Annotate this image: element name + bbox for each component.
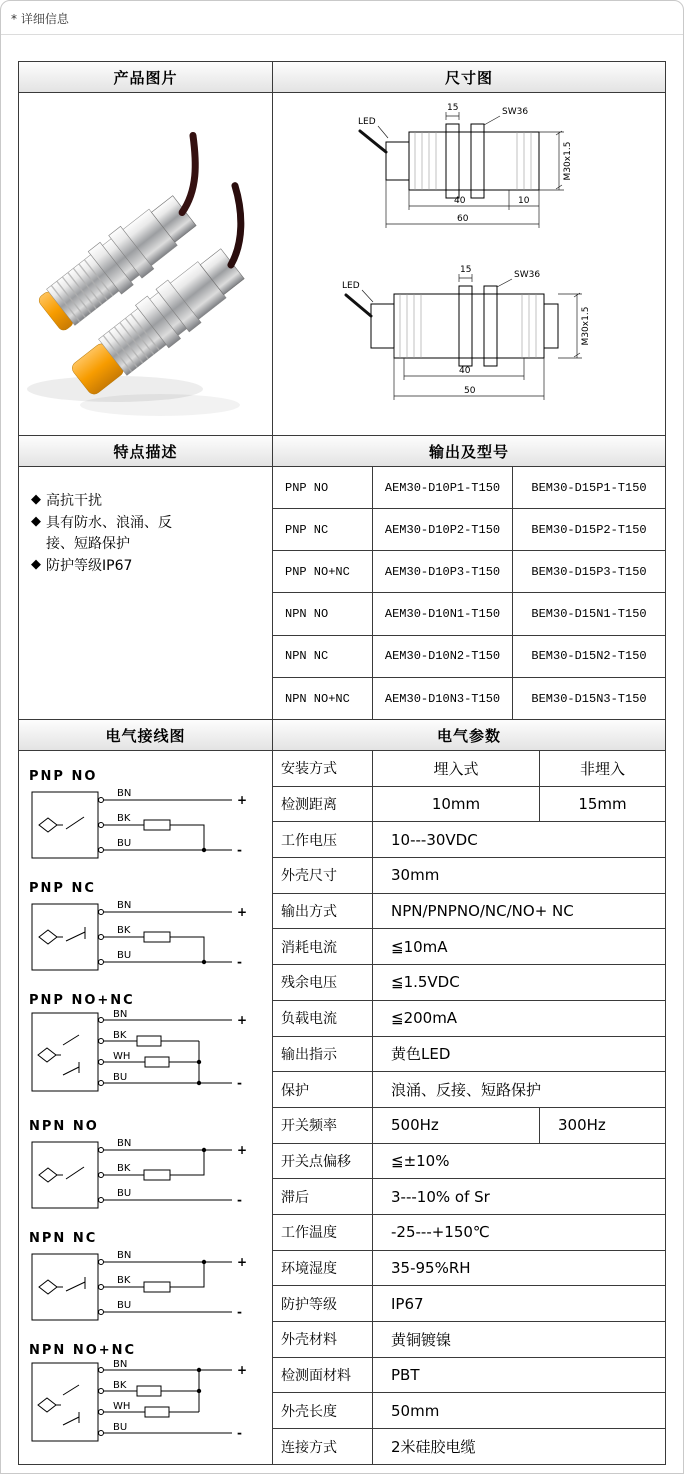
- model-number: BEM30-D15N1-T150: [513, 593, 665, 635]
- wiring-schematic: [29, 897, 264, 977]
- svg-text:M30x1.5: M30x1.5: [563, 141, 573, 181]
- svg-text:BK: BK: [117, 813, 131, 824]
- param-label: 消耗电流: [273, 929, 373, 965]
- param-label: 工作温度: [273, 1215, 373, 1251]
- svg-text:+: +: [237, 1363, 248, 1377]
- svg-text:BU: BU: [117, 1188, 132, 1199]
- model-number: BEM30-D15P3-T150: [513, 551, 665, 593]
- param-value: PBT: [373, 1358, 665, 1394]
- svg-text:M30x1.5: M30x1.5: [581, 306, 591, 346]
- wiring-diagram-title: NPN NO+NC: [29, 1343, 137, 1358]
- output-models-table: [273, 467, 666, 720]
- param-label: 保护: [273, 1072, 373, 1108]
- wiring-diagram-pnp-nc: [29, 881, 266, 981]
- param-label: 输出指示: [273, 1037, 373, 1073]
- param-label: 外壳尺寸: [273, 858, 373, 894]
- diamond-bullet-icon: ◆: [31, 556, 41, 572]
- param-label: 工作电压: [273, 822, 373, 858]
- svg-text:LED: LED: [358, 117, 376, 127]
- param-value: IP67: [373, 1286, 665, 1322]
- param-row: [273, 1215, 665, 1251]
- output-model-row: [273, 636, 665, 678]
- param-row: [273, 1144, 665, 1180]
- param-label: 开关点偏移: [273, 1144, 373, 1180]
- wiring-schematic: [29, 1247, 264, 1327]
- param-row: [273, 1179, 665, 1215]
- output-model-row: [273, 593, 665, 635]
- param-value: 50mm: [373, 1393, 665, 1429]
- svg-text:WH: WH: [113, 1401, 131, 1412]
- output-model-row: [273, 467, 665, 509]
- param-row: [273, 822, 665, 858]
- wiring-schematic: [29, 1009, 264, 1103]
- feature-item: [31, 513, 262, 554]
- detail-info-note: * 详细信息: [11, 12, 69, 26]
- svg-text:15: 15: [447, 103, 459, 113]
- output-type: NPN NC: [273, 636, 373, 678]
- svg-text:WH: WH: [113, 1051, 131, 1062]
- svg-text:+: +: [237, 905, 248, 919]
- header-product-image: 产品图片: [19, 62, 273, 93]
- svg-text:BN: BN: [117, 788, 132, 799]
- wiring-diagram-title: PNP NO+NC: [29, 993, 135, 1008]
- param-row: [273, 1001, 665, 1037]
- output-model-row: [273, 551, 665, 593]
- svg-text:BN: BN: [113, 1359, 128, 1370]
- feature-text: 具有防水、浪涌、反接、短路保护: [46, 515, 172, 552]
- param-value: 埋入式: [373, 751, 540, 787]
- wiring-diagram-npn-nc: [29, 1231, 266, 1331]
- param-value: 500Hz: [373, 1108, 540, 1144]
- param-label: 输出方式: [273, 894, 373, 930]
- param-value: 非埋入: [540, 751, 665, 787]
- svg-text:BU: BU: [117, 1300, 132, 1311]
- electrical-params-table: [273, 751, 666, 1465]
- svg-text:BN: BN: [117, 1138, 132, 1149]
- wiring-schematic: [29, 1135, 264, 1215]
- param-label: 环境湿度: [273, 1251, 373, 1287]
- svg-text:BU: BU: [113, 1422, 128, 1433]
- param-value: 35-95%RH: [373, 1251, 665, 1287]
- wiring-schematic: [29, 785, 264, 865]
- param-row: [273, 1322, 665, 1358]
- model-number: BEM30-D15P2-T150: [513, 509, 665, 551]
- wiring-diagram-pnp-no: [29, 769, 266, 869]
- param-value: 3---10% of Sr: [373, 1179, 665, 1215]
- param-value: 浪涌、反接、短路保护: [373, 1072, 665, 1108]
- svg-text:50: 50: [464, 386, 476, 396]
- svg-text:-: -: [237, 955, 242, 969]
- header-output-models: 输出及型号: [273, 436, 666, 467]
- features-list: [31, 491, 262, 576]
- svg-text:LED: LED: [342, 281, 360, 291]
- dimension-diagram-cell: [273, 93, 666, 436]
- svg-text:BK: BK: [113, 1380, 127, 1391]
- wiring-diagrams-cell: [19, 751, 273, 1465]
- feature-item: [31, 556, 262, 576]
- param-value: ≦200mA: [373, 1001, 665, 1037]
- svg-text:BK: BK: [117, 1275, 131, 1286]
- output-type: NPN NO+NC: [273, 678, 373, 720]
- svg-text:+: +: [237, 1013, 248, 1027]
- output-type: PNP NO+NC: [273, 551, 373, 593]
- param-label: 外壳材料: [273, 1322, 373, 1358]
- svg-text:60: 60: [457, 214, 469, 224]
- svg-text:BK: BK: [117, 925, 131, 936]
- output-model-row: [273, 678, 665, 720]
- wiring-diagram-npn-no: [29, 1119, 266, 1219]
- param-value: -25---+150℃: [373, 1215, 665, 1251]
- svg-text:-: -: [237, 1426, 242, 1440]
- param-label: 安装方式: [273, 751, 373, 787]
- svg-text:-: -: [237, 1193, 242, 1207]
- header-electrical-params: 电气参数: [273, 720, 666, 751]
- param-row: [273, 1429, 665, 1465]
- param-row: [273, 1358, 665, 1394]
- top-divider: [1, 34, 683, 35]
- svg-text:BK: BK: [117, 1163, 131, 1174]
- svg-text:+: +: [237, 793, 248, 807]
- model-number: AEM30-D10P1-T150: [373, 467, 513, 509]
- wiring-diagram-title: NPN NC: [29, 1231, 98, 1246]
- param-label: 开关频率: [273, 1108, 373, 1144]
- output-type: PNP NC: [273, 509, 373, 551]
- param-row: [273, 751, 665, 787]
- model-number: AEM30-D10P2-T150: [373, 509, 513, 551]
- model-number: AEM30-D10N2-T150: [373, 636, 513, 678]
- svg-text:+: +: [237, 1255, 248, 1269]
- svg-text:-: -: [237, 843, 242, 857]
- param-row: [273, 1108, 665, 1144]
- wiring-schematic: [29, 1359, 264, 1453]
- param-row: [273, 965, 665, 1001]
- output-type: NPN NO: [273, 593, 373, 635]
- svg-text:40: 40: [459, 366, 471, 376]
- wiring-diagram-pnp-no-nc: [29, 993, 266, 1107]
- param-value: ≦10mA: [373, 929, 665, 965]
- svg-text:BU: BU: [117, 838, 132, 849]
- product-photo-cell: [19, 93, 273, 436]
- model-number: AEM30-D10P3-T150: [373, 551, 513, 593]
- param-label: 防护等级: [273, 1286, 373, 1322]
- svg-text:BU: BU: [113, 1072, 128, 1083]
- param-value: 2米硅胶电缆: [391, 1438, 476, 1457]
- svg-text:BN: BN: [113, 1009, 128, 1020]
- model-number: AEM30-D10N1-T150: [373, 593, 513, 635]
- svg-text:-: -: [237, 1305, 242, 1319]
- svg-text:BN: BN: [117, 1250, 132, 1261]
- header-wiring: 电气接线图: [19, 720, 273, 751]
- param-row: [273, 929, 665, 965]
- param-row: [273, 858, 665, 894]
- param-row: [273, 1251, 665, 1287]
- param-label: 检测距离: [273, 787, 373, 823]
- svg-text:-: -: [237, 1076, 242, 1090]
- features-cell: [19, 467, 273, 720]
- param-value: ≦±10%: [373, 1144, 665, 1180]
- svg-text:BU: BU: [117, 950, 132, 961]
- param-value: 10mm: [373, 787, 540, 823]
- wiring-diagram-title: PNP NC: [29, 881, 96, 896]
- header-features: 特点描述: [19, 436, 273, 467]
- param-row: [273, 787, 665, 823]
- param-label: 外壳长度: [273, 1393, 373, 1429]
- param-label: 残余电压: [273, 965, 373, 1001]
- header-dimensions: 尺寸图: [273, 62, 666, 93]
- svg-text:SW36: SW36: [514, 270, 541, 280]
- param-value: 15mm: [540, 787, 665, 823]
- diamond-bullet-icon: ◆: [31, 492, 41, 507]
- svg-text:40: 40: [454, 196, 466, 206]
- model-number: AEM30-D10N3-T150: [373, 678, 513, 720]
- svg-text:BK: BK: [113, 1030, 127, 1041]
- param-row: [273, 894, 665, 930]
- dimension-drawings: [274, 94, 664, 434]
- param-label: 负载电流: [273, 1001, 373, 1037]
- svg-text:+: +: [237, 1143, 248, 1157]
- param-value: ≦1.5VDC: [373, 965, 665, 1001]
- svg-text:10: 10: [518, 196, 530, 206]
- svg-text:BN: BN: [117, 900, 132, 911]
- spec-table: [18, 61, 666, 1465]
- param-value: NPN/PNPNO/NC/NO+ NC: [373, 894, 665, 930]
- output-model-row: [273, 509, 665, 551]
- param-value: 黄色LED: [373, 1037, 665, 1073]
- param-row: [273, 1393, 665, 1429]
- wiring-diagram-npn-no-nc: [29, 1343, 266, 1457]
- product-photo: [20, 93, 272, 435]
- param-row: [273, 1286, 665, 1322]
- wiring-diagram-title: NPN NO: [29, 1119, 99, 1134]
- feature-text: 高抗干扰: [46, 493, 102, 509]
- model-number: BEM30-D15N3-T150: [531, 691, 647, 706]
- wiring-diagram-title: PNP NO: [29, 769, 98, 784]
- model-number: BEM30-D15N2-T150: [513, 636, 665, 678]
- param-value: 黄铜镀镍: [373, 1322, 665, 1358]
- feature-text: 防护等级IP67: [46, 557, 133, 574]
- param-label: 检测面材料: [273, 1358, 373, 1394]
- param-value: 300Hz: [540, 1108, 665, 1144]
- output-type: PNP NO: [273, 467, 373, 509]
- svg-text:15: 15: [460, 265, 472, 275]
- param-label: 连接方式: [273, 1429, 373, 1465]
- param-row: [273, 1072, 665, 1108]
- model-number: BEM30-D15P1-T150: [513, 467, 665, 509]
- param-value: 30mm: [373, 858, 665, 894]
- svg-text:SW36: SW36: [502, 107, 529, 117]
- param-value: 10---30VDC: [373, 822, 665, 858]
- diamond-bullet-icon: ◆: [31, 514, 41, 530]
- param-row: [273, 1037, 665, 1073]
- param-label: 滞后: [273, 1179, 373, 1215]
- feature-item: [31, 491, 262, 511]
